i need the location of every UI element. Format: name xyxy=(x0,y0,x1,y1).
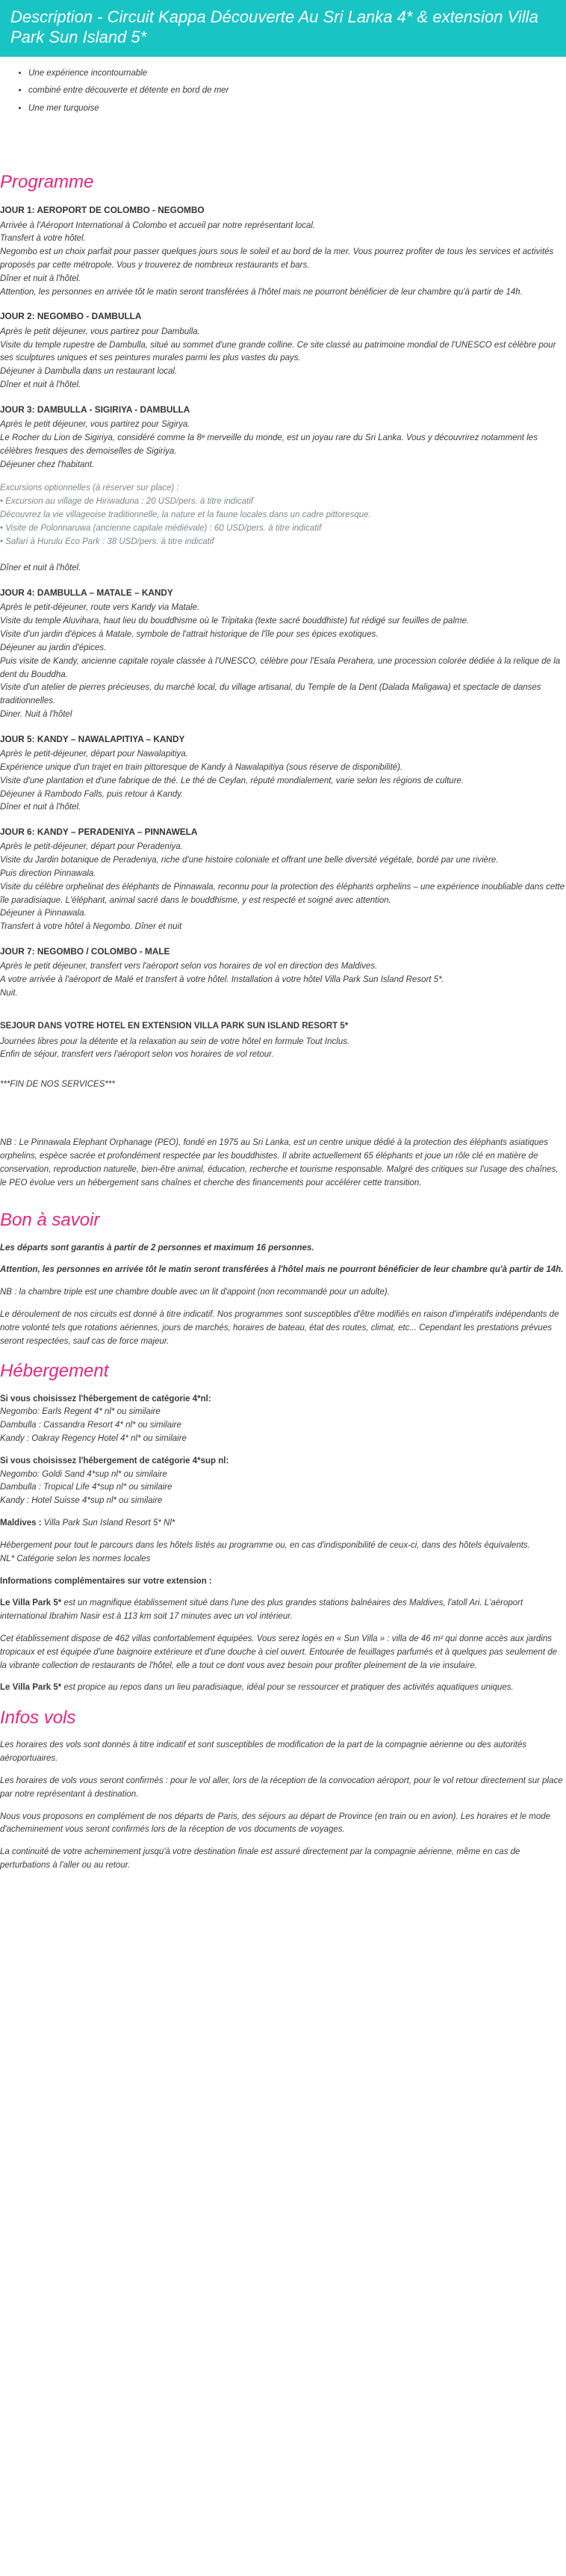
day-line: Visite du célèbre orphelinat des éléphants de Pinnawala, reconnu pour la protection des éléphants orphelins – une expérience inoubliable dans cette île paradisiaque. L'éléphant, animal sacré dans le bouddhisme, y est respecté et soigné avec attention. xyxy=(0,882,565,905)
extension-line: Journées libres pour la détente et la relaxation au sein de votre hôtel en formule Tout Inclus. xyxy=(0,1037,350,1046)
day-line: Dîner et nuit à l'hôtel. xyxy=(0,274,81,283)
day3-end: Dîner et nuit à l'hôtel. xyxy=(0,563,81,573)
paragraph: Les horaires des vols sont donnés à titre indicatif et sont susceptibles de modification de la part de la compagnie aérienne ou des autorités aéroportuaires. xyxy=(0,1741,527,1764)
excursion-line: • Visite de Polonnaruwa (ancienne capitale médiévale) : 60 USD/pers. à titre indicatif xyxy=(0,523,322,533)
list-item: • Une expérience incontournable xyxy=(28,67,566,81)
bon-a-savoir xyxy=(0,1242,566,1349)
day-line: Après le petit-déjeuner, route vers Kandy via Matale. xyxy=(0,603,200,613)
maldives-hotel: Villa Park Sun Island Resort 5* Nl* xyxy=(41,1519,175,1528)
day-line: Visite du temple rupestre de Dambulla, situé au sommet d'une grande colline. Ce site classé au patrimoine mondial de l'UNESCO est célèbre pour ses sculptures uniques et ses peintures murales parmi les plus vastes du pays. xyxy=(0,340,556,363)
excursion-line: • Safari à Hurulu Eco Park : 38 USD/pers. à titre indicatif xyxy=(0,537,214,546)
day-line: Puis direction Pinnawala. xyxy=(0,869,96,879)
paragraph: Les horaires de vols vous seront confirmés : pour le vol aller, lors de la réception de la convocation aéroport, pour le vol retour directement sur place par notre représentant à destination. xyxy=(0,1776,563,1799)
excursion-line: Découvrez la vie villageoise traditionnelle, la nature et la faune locales dans un cadre pittoresque. xyxy=(0,510,371,519)
day-title: JOUR 1: AEROPORT DE COLOMBO - NEGOMBO xyxy=(0,205,205,216)
cat4sup-title: Si vous choisissez l'hébergement de catégorie 4*sup nl: xyxy=(0,1456,229,1465)
day-line: Dîner et nuit à l'hôtel. xyxy=(0,803,81,812)
excursions-block xyxy=(0,482,566,549)
day-line: Dîner et nuit à l'hôtel. xyxy=(0,380,81,389)
day-line: Après le petit déjeuner, vous partirez pour Dambulla. xyxy=(0,327,200,336)
hotel-line: Dambulla : Cassandra Resort 4* nl* ou similaire xyxy=(0,1421,181,1430)
hotel-line: Negombo: Earls Regent 4* nl* ou similaire xyxy=(0,1407,161,1417)
list-item: • Une mer turquoise xyxy=(28,102,566,116)
infos-vols xyxy=(0,1739,566,1873)
day-line: Visite d'une plantation et d'une fabrique de thé. Le thé de Ceylan, réputé mondialement, varie selon les régions de culture. xyxy=(0,776,464,785)
day-line: Déjeuner à Pinnawala. xyxy=(0,909,87,918)
day-title: JOUR 7: NEGOMBO / COLOMBO - MALE xyxy=(0,946,170,957)
paragraph: Le déroulement de nos circuits est donné à titre indicatif. Nos programmes sont susceptibles d'être modifiés en raison d'impératifs indépendants de notre volonté tels que rotations aériennes, jours de marchés, horaires de bateau, état des routes, climat, etc... Cependant les prestations prévues seront respectées, sauf cas de force majeur. xyxy=(0,1309,559,1346)
nl-text: NL* Catégorie selon les normes locales xyxy=(0,1554,151,1563)
excursion-line: Excursions optionnelles (à réserver sur place) : xyxy=(0,484,179,493)
paragraph: NB : la chambre triple est une chambre double avec un lit d'appoint (non recommandé pour un adulte). xyxy=(0,1288,390,1297)
day-line: Arrivée à l'Aéroport International à Colombo et accueil par notre représentant local. xyxy=(0,220,316,230)
day-line: Transfert à votre hôtel. xyxy=(0,234,86,244)
day-line: Après le petit-déjeuner, départ pour Peradeniya. xyxy=(0,842,183,852)
hebergement-heading: Hébergement xyxy=(0,1361,109,1382)
day-title: JOUR 6: KANDY – PERADENIYA – PINNAWELA xyxy=(0,827,198,838)
fin-services: ***FIN DE NOS SERVICES*** xyxy=(0,1080,115,1090)
page-title: Description - Circuit Kappa Découverte Au Sri Lanka 4* & extension Villa Park Sun Island 5* xyxy=(0,0,566,57)
info-text: Cet établissement dispose de 462 villas confortablement équipées. Vous serez logés en « Sun Villa » : villa de 46 m² qui donne accès aux jardins tropicaux et est équipée d'une baignoire extérieure et d'une douche à ciel ouvert. Entourée de feuillages parfumés et à quelques pas seulement de la vibrante collection de restaurants de l'hôtel, elle a tout ce dont vous avez besoin pour profiter pleinement de la vie insulaire. xyxy=(0,1634,558,1670)
day-block xyxy=(0,945,566,1001)
day-title: JOUR 4: DAMBULLA – MATALE – KANDY xyxy=(0,587,173,599)
day-block xyxy=(0,403,566,472)
day-line: Diner. Nuit à l'hôtel xyxy=(0,709,72,719)
extension-title: SEJOUR DANS VOTRE HOTEL EN EXTENSION VILLA PARK SUN ISLAND RESORT 5* xyxy=(0,1021,349,1031)
paragraph: Les départs sont garantis à partir de 2 personnes et maximum 16 personnes. xyxy=(0,1243,314,1253)
highlights-list xyxy=(28,67,566,116)
day-line: Transfert à votre hôtel à Negombo. Dîner et nuit xyxy=(0,922,182,932)
info-text: est un magnifique établissement situé dans l'une des plus grandes stations balnéaires des Maldives, l'atoll Ari. L'aéroport international Ibrahim Nasir est à 113 km soit 17 minutes avec un vol intérieur. xyxy=(0,1599,523,1622)
day-line: Le Rocher du Lion de Sigiriya, considéré comme la 8ᵉ merveille du monde, est un joyau rare du Sri Lanka. Vous y découvrirez notamment les célèbres fresques des demoiselles de Sigiriya. xyxy=(0,433,538,456)
hotel-line: Negombo: Goldi Sand 4*sup nl* ou similaire xyxy=(0,1469,167,1479)
day-line: Puis visite de Kandy, ancienne capitale royale classée à l'UNESCO, célèbre pour l'Esala Perahera, une procession colorée dédiée à la relique de la dent du Bouddha. xyxy=(0,656,561,679)
paragraph: La continuité de votre acheminement jusqu'à votre destination finale est assuré directement par la compagnie aérienne, même en cas de perturbations à l'aller ou au retour. xyxy=(0,1847,520,1871)
villa-park-name: Le Villa Park 5* xyxy=(0,1683,62,1693)
day-block xyxy=(0,732,566,815)
hotel-line: Kandy : Oakray Regency Hotel 4* nl* ou similaire xyxy=(0,1434,187,1443)
day-line: Déjeuner à Rambodo Falls, puis retour à Kandy. xyxy=(0,789,184,799)
day-line: Visite d'un atelier de pierres précieuses, du marché local, du village artisanal, du Temple de la Dent (Dalada Maligawa) et spectacle de danses traditionnelles. xyxy=(0,683,541,706)
day-line: Déjeuner à Dambulla dans un restaurant local. xyxy=(0,367,178,377)
day-line: Déjeuner au jardin d'épices. xyxy=(0,643,107,652)
day-block xyxy=(0,586,566,722)
programme-heading: Programme xyxy=(0,172,94,193)
extension-line: Enfin de séjour, transfert vers l'aéroport selon vos horaires de vol retour. xyxy=(0,1050,274,1060)
cat4-title: Si vous choisissez l'hébergement de catégorie 4*nl: xyxy=(0,1394,211,1403)
day-block xyxy=(0,309,566,392)
day-title: JOUR 3: DAMBULLA - SIGIRIYA - DAMBULLA xyxy=(0,404,190,415)
paragraph: Nous vous proposons en complément de nos départs de Paris, des séjours au départ de Province (en train ou en avion). Les horaires et le mode d'acheminement vous seront confirmés lors de la réception de vos documents de voyages. xyxy=(0,1811,551,1835)
infos-vols-heading: Infos vols xyxy=(0,1708,76,1729)
bon-a-savoir-heading: Bon à savoir xyxy=(0,1210,100,1231)
info-text: est propice au repos dans un lieu paradisiaque, idéal pour se ressourcer et pratiquer des activités aquatiques uniques. xyxy=(61,1683,514,1693)
day-title: JOUR 5: KANDY – NAWALAPITIYA – KANDY xyxy=(0,733,185,744)
day-line: Attention, les personnes en arrivée tôt le matin seront transférées à l'hôtel mais ne pourront bénéficier de leur chambre qu'à partir de 14h. xyxy=(0,287,523,297)
day-line: Visite du temple Aluvihara, haut lieu du bouddhisme où le Tripitaka (texte sacré bouddhiste) fut rédigé sur feuilles de palme. xyxy=(0,617,470,626)
day-line: Après le petit déjeuner, transfert vers l'aéroport selon vos horaires de vol en direction des Maldives. xyxy=(0,962,378,972)
day-line: Visite du Jardin botanique de Peradeniya, riche d'une histoire coloniale et offrant une belle diversité végétale, bordé par une rivière. xyxy=(0,856,499,865)
nb-paragraph: NB : Le Pinnawala Elephant Orphanage (PEO), fondé en 1975 au Sri Lanka, est un centre unique dédié à la protection des éléphants asiatiques orphelins, espèce sacrée et profondément respectée par les bouddhistes. Il abrite actuellement 65 éléphants et joue un rôle clé en matière de conservation, reproduction naturelle, bien-être animal, éducation, recherche et tourisme responsable. Malgré des critiques sur l'usage des chaînes, le PEO évolue vers un hébergement sans chaînes et cherche des financements pour accélérer cette transition. xyxy=(0,1138,559,1187)
day-title: JOUR 2: NEGOMBO - DAMBULLA xyxy=(0,311,142,322)
day-line: Nuit. xyxy=(0,989,18,998)
day-line: Visite d'un jardin d'épices à Matale, symbole de l'attrait historique de l'île pour ses épices exotiques. xyxy=(0,630,379,640)
day-line: Après le petit-déjeuner, départ pour Nawalapitiya. xyxy=(0,750,188,759)
day-line: Expérience unique d'un trajet en train pittoresque de Kandy à Nawalapitiya (sous réserve de disponibilité). xyxy=(0,762,403,772)
equiv-text: Hébergement pour tout le parcours dans les hôtels listés au programme ou, en cas d'indisponibilité de ceux-ci, dans des hôtels équivalents. xyxy=(0,1540,530,1550)
day-line: A votre arrivée à l'aéroport de Malé et transfert à votre hôtel. Installation à votre hôtel Villa Park Sun Island Resort 5*. xyxy=(0,975,444,985)
hebergement xyxy=(0,1393,566,1696)
day-line: Après le petit déjeuner, vous partirez pour Sigirya. xyxy=(0,420,190,430)
day-block xyxy=(0,825,566,934)
paragraph: Attention, les personnes en arrivée tôt le matin seront transférées à l'hôtel mais ne pourront bénéficier de leur chambre qu'à partir de 14h. xyxy=(0,1265,564,1275)
hotel-line: Kandy : Hotel Suisse 4*sup nl* ou similaire xyxy=(0,1496,163,1506)
day-line: Negombo est un choix parfait pour passer quelques jours sous le soleil et au bord de la mer. Vous pourrez profiter de tous les services et activités proposés par cette métropole. Vous y trouverez de nombreux restaurants et bars. xyxy=(0,247,554,270)
maldives-label: Maldives : xyxy=(0,1519,42,1528)
list-item: • combiné entre découverte et détente en bord de mer xyxy=(28,84,566,98)
excursion-line: • Excursion au village de Hiriwaduna : 20 USD/pers. à titre indicatif xyxy=(0,497,253,507)
info-title: Informations complémentaires sur votre extension : xyxy=(0,1576,212,1586)
villa-park-name: Le Villa Park 5* xyxy=(0,1599,62,1608)
hotel-line: Dambulla : Tropical Life 4*sup nl* ou similaire xyxy=(0,1483,172,1492)
day-line: Déjeuner chez l'habitant. xyxy=(0,460,95,469)
day-block xyxy=(0,203,566,299)
